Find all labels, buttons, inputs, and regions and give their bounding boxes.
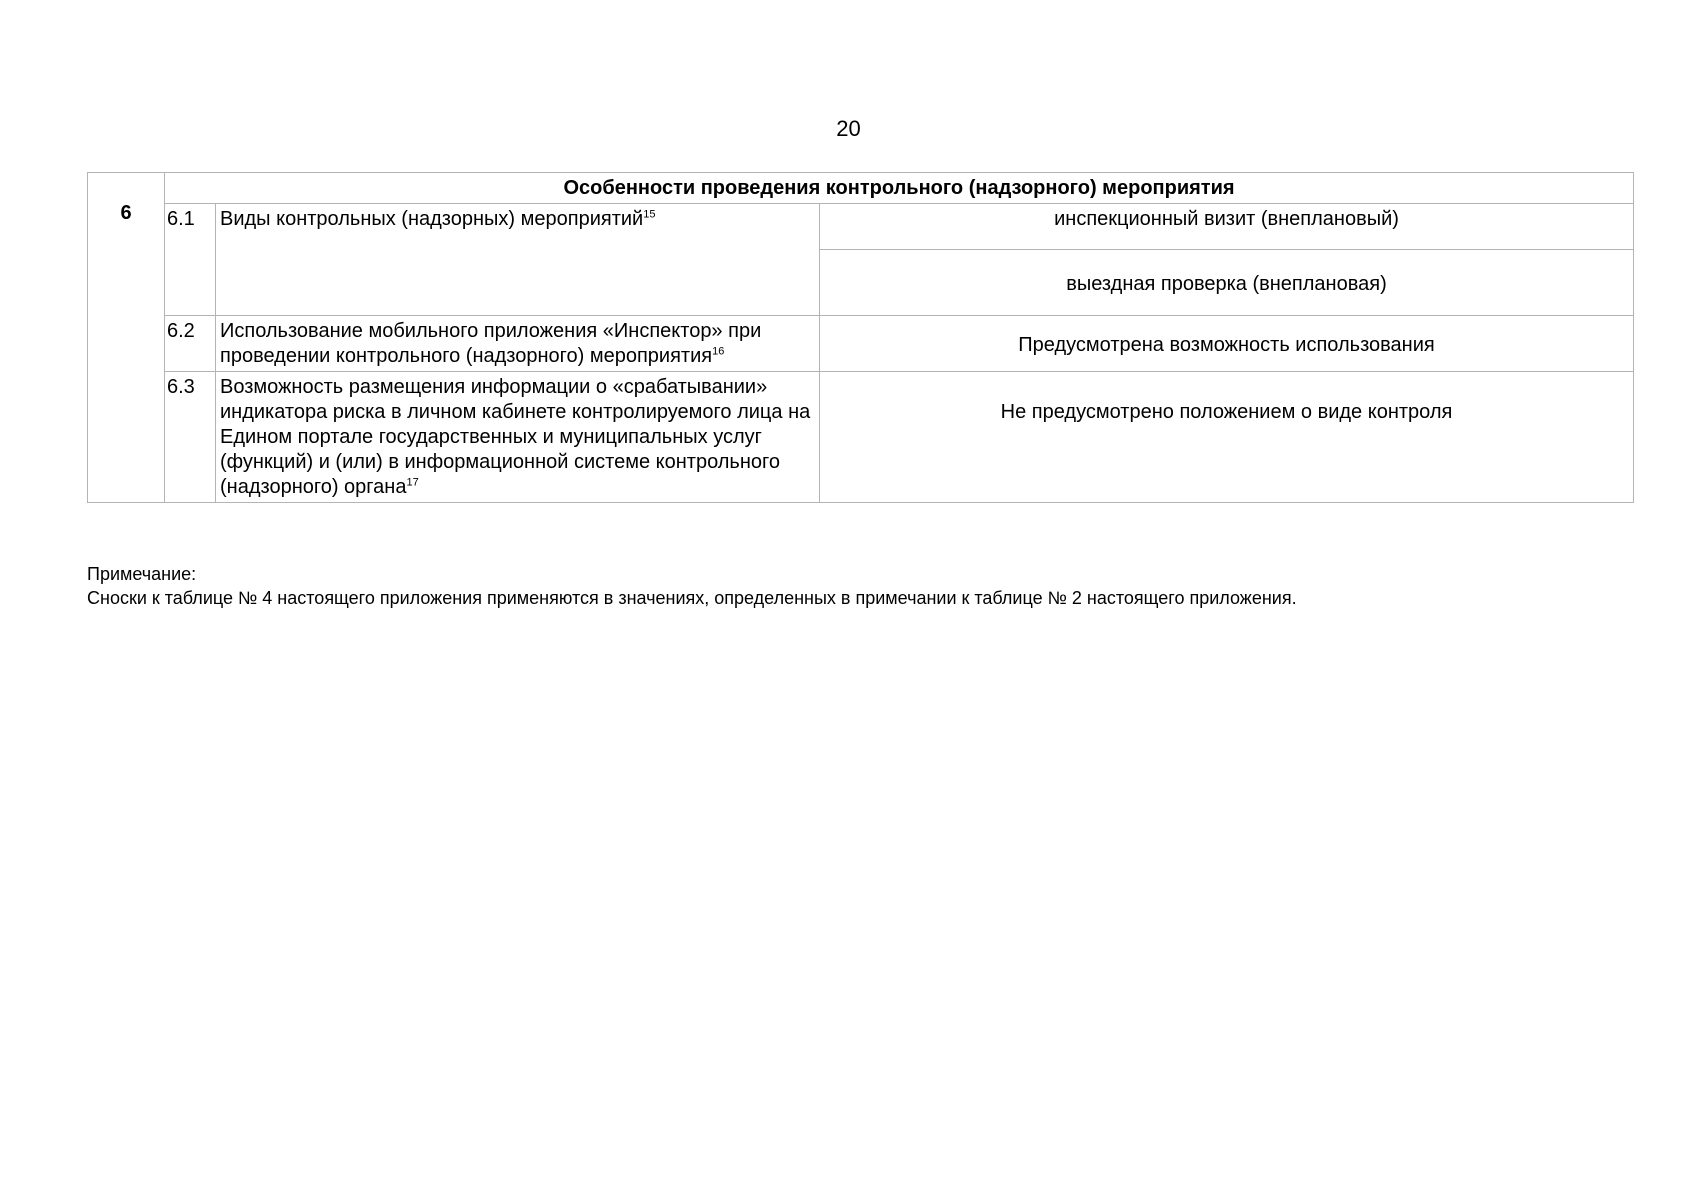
item-value: Предусмотрена возможность использования: [820, 316, 1634, 372]
section-title: Особенности проведения контрольного (надзорного) мероприятия: [165, 173, 1634, 204]
item-label: [216, 372, 820, 503]
item-value: инспекционный визит (внеплановый): [820, 204, 1634, 250]
item-label-text: Виды контрольных (надзорных) мероприятий: [220, 208, 644, 230]
item-number: 6.1: [165, 204, 216, 316]
table-row: [88, 204, 1634, 250]
item-label: [216, 204, 820, 316]
item-label-text: Использование мобильного приложения «Инспектор» при проведении контрольного (надзорного) мероприятия: [220, 320, 762, 367]
note-heading: Примечание:: [87, 564, 197, 584]
item-number: 6.3: [165, 372, 216, 503]
item-value: выездная проверка (внеплановая): [820, 250, 1634, 316]
table-row: [88, 316, 1634, 372]
footnote-ref: 16: [712, 345, 725, 358]
footnote-ref: 17: [406, 476, 419, 489]
section-number: 6: [88, 173, 165, 503]
item-value: Не предусмотрено положением о виде контроля: [820, 372, 1634, 503]
table-row: [88, 372, 1634, 503]
item-label: [216, 316, 820, 372]
table-note: [87, 562, 1637, 610]
page-number: 20: [836, 116, 861, 141]
table-row: [88, 173, 1634, 204]
item-number: 6.2: [165, 316, 216, 372]
item-label-text: Возможность размещения информации о «срабатывании» индикатора риска в личном кабинете контролируемого лица на Едином портале государственных и муниципальных услуг (функций) и (или) в информационной системе контрольного (надзорного) органа: [220, 376, 811, 498]
note-text: Сноски к таблице № 4 настоящего приложения применяются в значениях, определенных в примечании к таблице № 2 настоящего приложения.: [87, 588, 1297, 608]
footnote-ref: 15: [643, 208, 656, 221]
control-measures-table: [87, 172, 1634, 503]
